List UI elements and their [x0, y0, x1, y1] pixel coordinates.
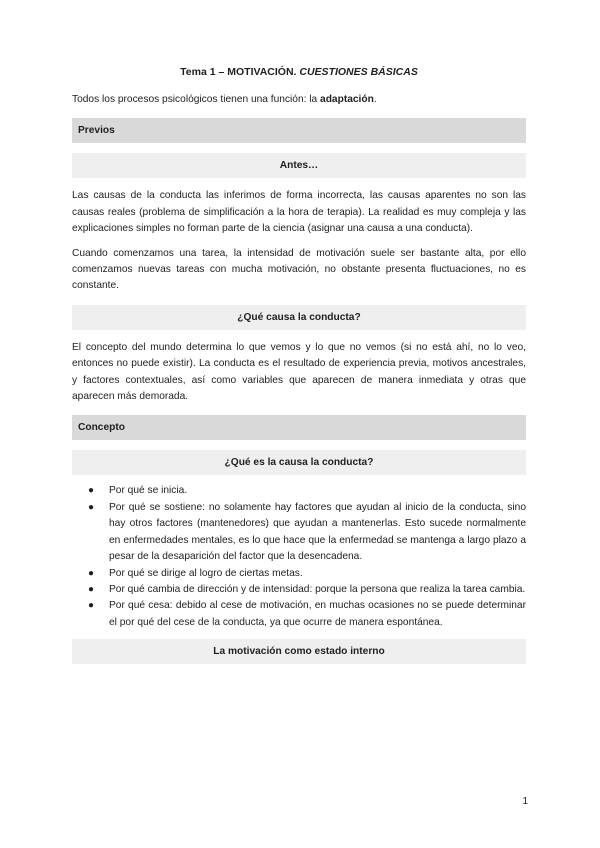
- bullet-icon: ●: [88, 583, 95, 595]
- bullet-icon: ●: [88, 485, 95, 497]
- subheading-antes: Antes…: [72, 153, 526, 178]
- list-item: ● Por qué se inicia.: [72, 483, 526, 499]
- title-italic: CUESTIONES BÁSICAS: [299, 66, 418, 78]
- bullet-icon: ●: [88, 567, 95, 579]
- list-item: ● Por qué se dirige al logro de ciertas metas.: [72, 566, 526, 582]
- page-title: [72, 66, 526, 78]
- subheading-motivacion-estado: La motivación como estado interno: [72, 639, 526, 664]
- intro-bold: adaptación: [320, 94, 374, 105]
- paragraph-concepto-mundo: El concepto del mundo determina lo que vemos y lo que no vemos (si no está ahí, no lo veo, entonces no puede existir). La conducta es el resultado de experiencia previa, motivos ancestrales, y factores contextuales, así como variables que aparecen de manera inmediata y otras que aparecen más demorada.: [72, 341, 526, 403]
- paragraph-tarea: Cuando comenzamos una tarea, la intensidad de motivación suele ser bastante alta, por ello comenzamos nuevas tareas con mucha motivación, no obstante presenta fluctuaciones, no es constante.: [72, 247, 526, 292]
- paragraph-causas: Las causas de la conducta las inferimos de forma incorrecta, las causas aparentes no son las causas reales (problema de simplificación a la hora de terapia). La realidad es muy compleja y las explicaciones simples no forman parte de la ciencia (asignar una causa a una conducta).: [72, 190, 526, 235]
- section-heading-concepto: Concepto: [72, 415, 526, 440]
- subheading-que-causa: ¿Qué causa la conducta?: [72, 305, 526, 330]
- bullet-icon: ●: [88, 600, 95, 612]
- section-heading-previos: Previos: [72, 118, 526, 143]
- intro-end: .: [373, 94, 377, 105]
- list-item: ● Por qué cesa: debido al cese de motivación, en muchas ocasiones no se puede determinar el por qué del cese de la conducta, ya que ocurre de manera espontánea.: [88, 600, 526, 628]
- bullet-icon: ●: [88, 501, 95, 513]
- page-number: 1: [522, 796, 528, 807]
- subheading-que-es: ¿Qué es la causa la conducta?: [72, 450, 526, 475]
- intro-text: Todos los procesos psicológicos tienen una función: la: [72, 94, 321, 105]
- document-page: [72, 66, 526, 664]
- list-item: ● Por qué cambia de dirección y de intensidad: porque la persona que realiza la tarea cambia.: [72, 582, 526, 598]
- intro-paragraph: [72, 92, 526, 108]
- bullet-list: [72, 483, 526, 631]
- title-prefix: Tema 1 – MOTIVACIÓN.: [180, 66, 300, 78]
- list-item: ● Por qué se sostiene: no solamente hay factores que ayudan al inicio de la conducta, sino hay otros factores (mantenedores) que ayudan a mantenerlas. Esto sucede normalmente en enfermedades mentales, es lo que hace que la enfermedad se mantenga a largo plazo a pesar de la desaparición del factor que la desencadena.: [88, 501, 526, 563]
